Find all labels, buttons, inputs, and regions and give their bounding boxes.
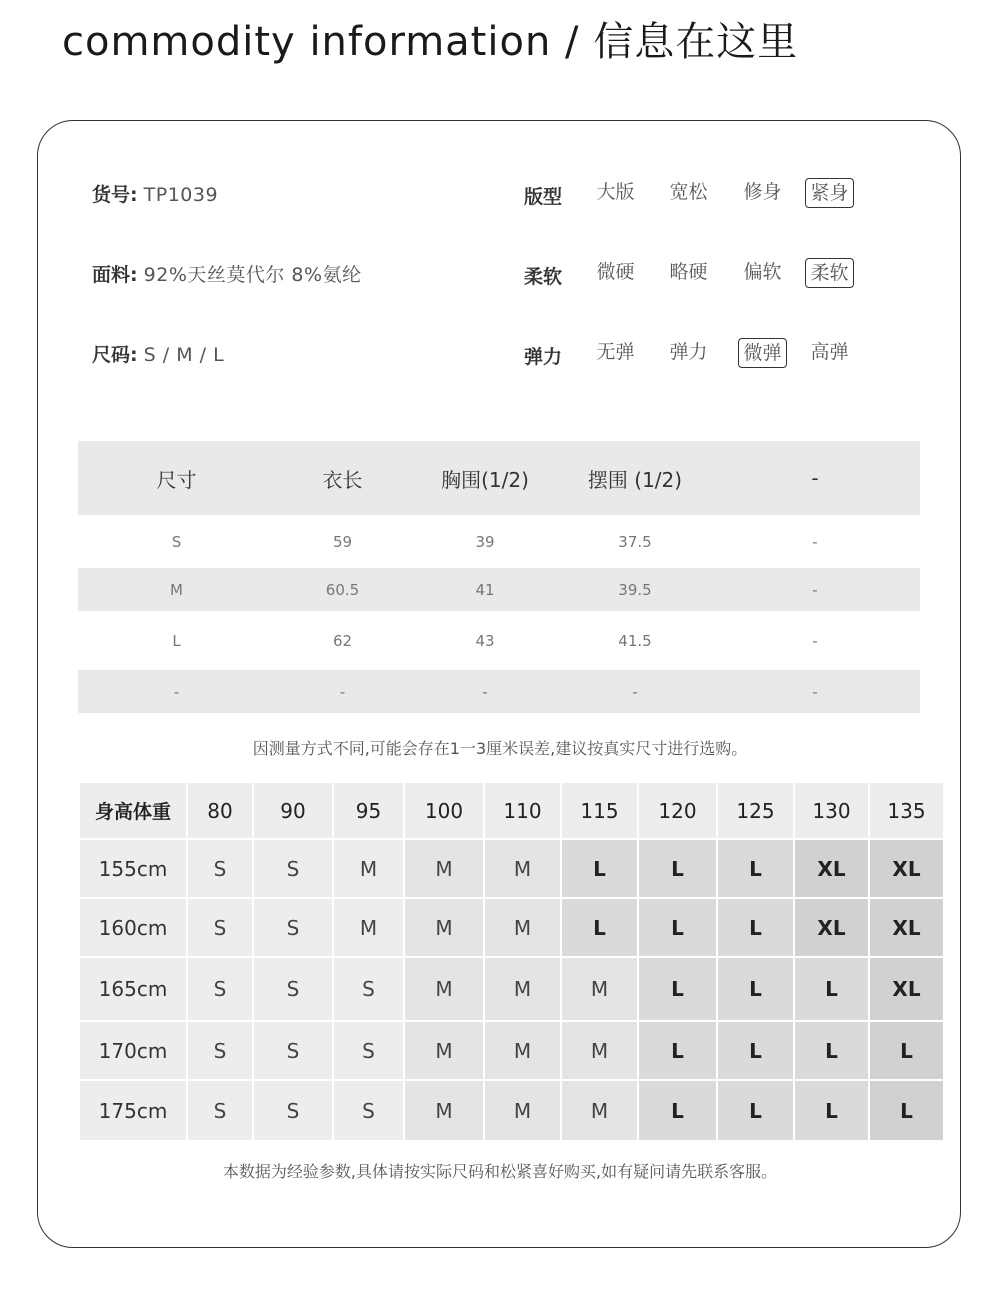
fit-table-weight: 130	[794, 782, 869, 839]
fit-table-size: L	[794, 1021, 869, 1080]
size-table-cell: 37.5	[618, 532, 652, 551]
attribute-option: 微硬	[596, 261, 635, 283]
size-table-cell: 39.5	[560, 568, 710, 611]
attribute-label: 版型	[524, 186, 563, 208]
size-table-cell: -	[812, 532, 818, 551]
size-table-cell: -	[812, 631, 818, 650]
fabric-line	[92, 260, 362, 287]
size-table	[78, 441, 920, 713]
fit-table-size: S	[333, 1080, 404, 1141]
fit-table-size: M	[561, 1080, 638, 1141]
size-table-header-cell: 尺寸	[78, 441, 275, 515]
fit-table-size: M	[404, 1021, 484, 1080]
fit-table-size: M	[404, 898, 484, 957]
fit-table-weight: 120	[638, 782, 717, 839]
attribute-label: 弹力	[524, 346, 563, 368]
fit-table-weight: 95	[333, 782, 404, 839]
sku-label: 货号:	[92, 184, 138, 206]
table-row	[79, 1080, 944, 1141]
fit-table-size: S	[187, 1080, 253, 1141]
fit-table-size: M	[484, 1080, 561, 1141]
fit-table-size: XL	[869, 839, 944, 898]
fit-table-size: S	[333, 1021, 404, 1080]
fit-table-size: M	[561, 1021, 638, 1080]
fit-table-size: S	[333, 957, 404, 1021]
fit-table-size: L	[717, 957, 794, 1021]
size-table-cell: M	[78, 568, 275, 611]
table-row	[79, 839, 944, 898]
attribute-option: 弹力	[669, 341, 708, 363]
size-table-cell: -	[275, 670, 410, 713]
fit-table-size: XL	[869, 957, 944, 1021]
fit-table-size: L	[869, 1080, 944, 1141]
table-row	[79, 1021, 944, 1080]
fit-table-size: S	[187, 839, 253, 898]
fit-table-size: L	[717, 898, 794, 957]
fit-table-size: L	[638, 898, 717, 957]
attribute-option: 宽松	[669, 181, 708, 203]
table-row	[78, 568, 920, 611]
fit-table-height: 175cm	[79, 1080, 187, 1141]
size-table-cell: 62	[332, 631, 353, 650]
size-table-cell: 60.5	[275, 568, 410, 611]
fit-table-header	[79, 782, 944, 839]
size-table-cell: -	[560, 670, 710, 713]
fit-table-weight: 115	[561, 782, 638, 839]
fit-table	[78, 781, 945, 1142]
fit-table-size: M	[404, 839, 484, 898]
attribute-option: 偏软	[743, 261, 782, 283]
size-label: 尺码:	[92, 344, 138, 366]
table-row	[78, 670, 920, 713]
fabric-value: 92%天丝莫代尔 8%氨纶	[143, 264, 362, 286]
fit-table-size: XL	[869, 898, 944, 957]
fit-table-size: L	[638, 1021, 717, 1080]
size-table-cell: S	[171, 532, 182, 551]
fit-table-weight: 100	[404, 782, 484, 839]
attribute-option: 无弹	[596, 341, 635, 363]
fit-table-size: L	[561, 898, 638, 957]
size-table-header-cell: 衣长	[275, 441, 410, 515]
fit-table-size: M	[484, 1021, 561, 1080]
attribute-option: 略硬	[669, 261, 708, 283]
fit-table-size: M	[404, 957, 484, 1021]
fit-table-size: M	[333, 898, 404, 957]
fit-table-size: S	[187, 957, 253, 1021]
fit-table-size: XL	[794, 839, 869, 898]
size-value: S / M / L	[143, 344, 225, 366]
fit-table-size: L	[717, 1021, 794, 1080]
table-row	[78, 515, 920, 568]
attribute-option: 高弹	[810, 341, 849, 363]
size-table-header-cell: 摆围 (1/2)	[560, 441, 710, 515]
fit-table-size: S	[253, 898, 333, 957]
fit-table-weight: 110	[484, 782, 561, 839]
fit-table-size: S	[253, 1021, 333, 1080]
size-table-cell: 41	[410, 568, 560, 611]
fit-table-corner: 身高体重	[79, 782, 187, 839]
fit-table-height: 165cm	[79, 957, 187, 1021]
attribute-option: 大版	[596, 181, 635, 203]
attribute-option-selected: 紧身	[805, 178, 854, 208]
fit-table-size: M	[404, 1080, 484, 1141]
size-table-cell: -	[410, 670, 560, 713]
fit-table-size: S	[187, 1021, 253, 1080]
fit-table-size: XL	[794, 898, 869, 957]
fit-table-size: L	[794, 1080, 869, 1141]
fabric-label: 面料:	[92, 264, 138, 286]
size-table-cell: -	[710, 670, 920, 713]
sku-value: TP1039	[143, 184, 219, 206]
fit-table-weight: 125	[717, 782, 794, 839]
fit-table-size: L	[717, 1080, 794, 1141]
sku-line	[92, 180, 218, 207]
page-title: commodity information / 信息在这里	[62, 19, 799, 65]
fit-table-size: S	[253, 1080, 333, 1141]
fit-table-size: L	[638, 839, 717, 898]
attribute-label: 柔软	[524, 266, 563, 288]
measurement-note: 因测量方式不同,可能会存在1一3厘米误差,建议按真实尺寸进行选购。	[252, 739, 748, 758]
fit-table-height: 155cm	[79, 839, 187, 898]
fit-table-size: M	[561, 957, 638, 1021]
fit-table-weight: 90	[253, 782, 333, 839]
fit-table-height: 160cm	[79, 898, 187, 957]
fit-table-size: M	[484, 957, 561, 1021]
fit-table-size: S	[187, 898, 253, 957]
fit-table-size: L	[638, 957, 717, 1021]
fit-table-size: L	[717, 839, 794, 898]
fit-table-size: L	[794, 957, 869, 1021]
size-table-cell: -	[78, 670, 275, 713]
disclaimer-note: 本数据为经验参数,具体请按实际尺码和松紧喜好购买,如有疑问请先联系客服。	[222, 1162, 778, 1181]
size-table-header-cell: -	[710, 441, 920, 515]
size-table-cell: 59	[332, 532, 353, 551]
size-table-cell: -	[710, 568, 920, 611]
fit-table-size: M	[484, 839, 561, 898]
fit-table-size: L	[869, 1021, 944, 1080]
fit-table-size: M	[484, 898, 561, 957]
attribute-option: 修身	[743, 181, 782, 203]
size-table-header-cell: 胸围(1/2)	[410, 441, 560, 515]
fit-table-weight: 80	[187, 782, 253, 839]
size-table-cell: 39	[475, 532, 495, 551]
size-table-cell: 41.5	[618, 631, 652, 650]
fit-table-size: L	[561, 839, 638, 898]
size-table-cell: 43	[475, 631, 495, 650]
size-table-cell: L	[172, 631, 181, 650]
table-row	[79, 957, 944, 1021]
fit-table-size: L	[638, 1080, 717, 1141]
size-line	[92, 340, 224, 367]
fit-table-weight: 135	[869, 782, 944, 839]
attribute-option-selected: 柔软	[805, 258, 854, 288]
fit-table-size: S	[253, 839, 333, 898]
fit-table-size: M	[333, 839, 404, 898]
fit-table-height: 170cm	[79, 1021, 187, 1080]
table-row	[79, 898, 944, 957]
size-table-header	[78, 441, 920, 515]
fit-table-size: S	[253, 957, 333, 1021]
attribute-option-selected: 微弹	[738, 338, 787, 368]
table-row	[78, 611, 920, 670]
